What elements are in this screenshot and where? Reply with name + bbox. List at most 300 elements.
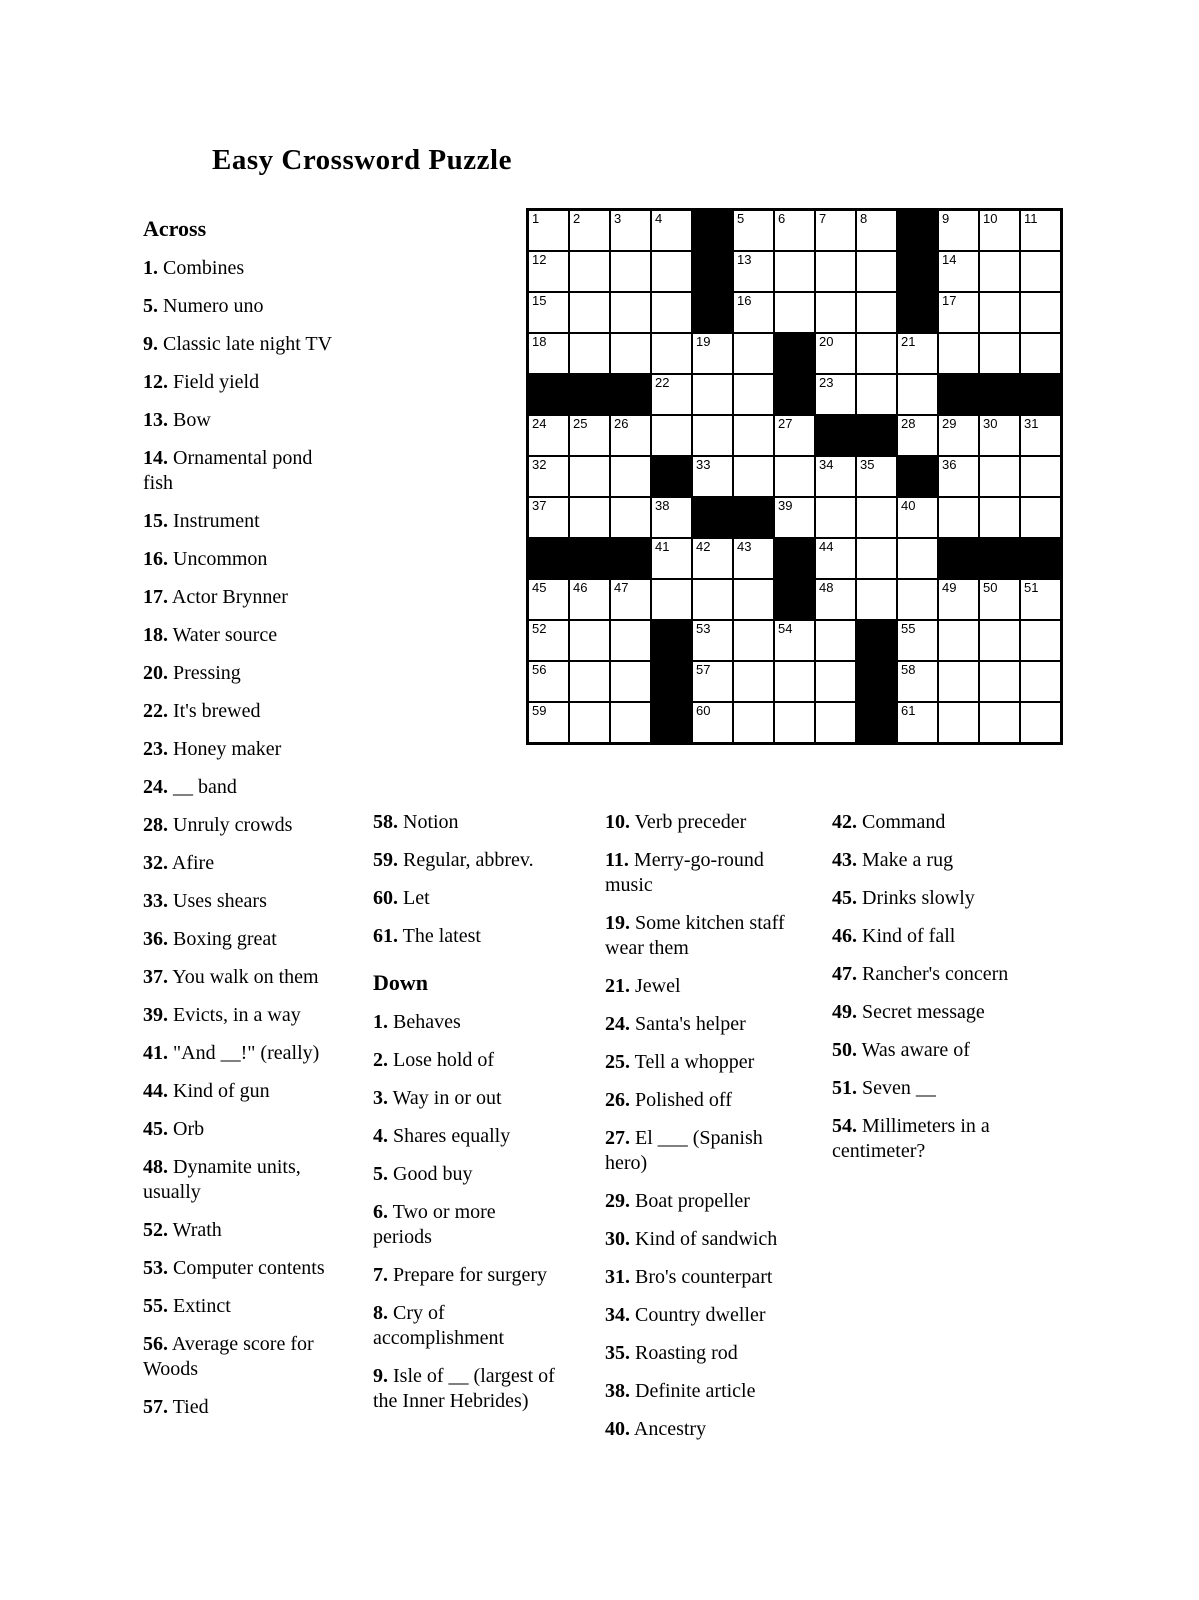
clue-text: "And __!" (really): [168, 1042, 320, 1064]
grid-cell-r6c6[interactable]: [734, 416, 773, 455]
cell-number: 37: [532, 498, 547, 513]
grid-cell-r8c12[interactable]: [980, 498, 1019, 537]
grid-cell-r4c6[interactable]: [734, 334, 773, 373]
cell-number: 9: [942, 211, 950, 226]
grid-cell-r8c1[interactable]: [529, 498, 568, 537]
grid-block-r11c4: [652, 621, 691, 660]
grid-cell-r11c6[interactable]: [734, 621, 773, 660]
grid-cell-r11c8[interactable]: [816, 621, 855, 660]
cell-number: 25: [573, 416, 588, 431]
clue-number: 54.: [832, 1115, 857, 1137]
grid-cell-r7c12[interactable]: [980, 457, 1019, 496]
clue-item: [143, 1041, 334, 1066]
clue-item: [373, 1301, 557, 1351]
grid-cell-r5c8[interactable]: [816, 375, 855, 414]
grid-cell-r2c1[interactable]: [529, 252, 568, 291]
clue-number: 15.: [143, 510, 168, 532]
clue-text: Polished off: [630, 1089, 732, 1111]
grid-cell-r11c5[interactable]: [693, 621, 732, 660]
clue-item: [373, 1200, 557, 1250]
grid-cell-r4c9[interactable]: [857, 334, 896, 373]
clue-item: [832, 1076, 1038, 1101]
grid-cell-r11c13[interactable]: [1021, 621, 1060, 660]
clue-number: 58.: [373, 811, 398, 833]
clue-number: 17.: [143, 586, 168, 608]
grid-cell-r7c5[interactable]: [693, 457, 732, 496]
clue-item: [605, 1012, 802, 1037]
grid-cell-r2c4[interactable]: [652, 252, 691, 291]
cell-number: 14: [942, 252, 957, 267]
clue-text: Boxing great: [168, 928, 277, 950]
grid-cell-r13c13[interactable]: [1021, 703, 1060, 742]
cell-number: 61: [901, 703, 916, 718]
grid-cell-r12c2[interactable]: [570, 662, 609, 701]
grid-cell-r7c6[interactable]: [734, 457, 773, 496]
grid-cell-r2c7[interactable]: [775, 252, 814, 291]
clue-number: 51.: [832, 1077, 857, 1099]
grid-cell-r12c7[interactable]: [775, 662, 814, 701]
clue-text: Secret message: [857, 1001, 985, 1023]
clue-text: Numero uno: [158, 295, 264, 317]
clue-number: 18.: [143, 624, 168, 646]
clue-item: [605, 1050, 802, 1075]
grid-cell-r6c12[interactable]: [980, 416, 1019, 455]
cell-number: 11: [1024, 211, 1038, 226]
clue-text: Kind of fall: [857, 925, 956, 947]
clue-text: Unruly crowds: [168, 814, 293, 836]
grid-cell-r4c8[interactable]: [816, 334, 855, 373]
cell-number: 57: [696, 662, 711, 677]
clue-text: Average score for Woods: [143, 1333, 314, 1380]
grid-cell-r11c3[interactable]: [611, 621, 650, 660]
clue-text: It's brewed: [168, 700, 261, 722]
grid-cell-r5c5[interactable]: [693, 375, 732, 414]
grid-cell-r3c6[interactable]: [734, 293, 773, 332]
clue-number: 34.: [605, 1304, 630, 1326]
grid-cell-r5c10[interactable]: [898, 375, 937, 414]
grid-cell-r6c5[interactable]: [693, 416, 732, 455]
clue-number: 21.: [605, 975, 630, 997]
clue-item: [143, 446, 334, 496]
grid-cell-r11c7[interactable]: [775, 621, 814, 660]
clue-number: 6.: [373, 1201, 388, 1223]
grid-cell-r7c13[interactable]: [1021, 457, 1060, 496]
cell-number: 28: [901, 416, 916, 431]
cell-number: 23: [819, 375, 834, 390]
grid-cell-r4c13[interactable]: [1021, 334, 1060, 373]
grid-block-r1c5: [693, 211, 732, 250]
grid-cell-r8c13[interactable]: [1021, 498, 1060, 537]
clue-item: [373, 886, 557, 911]
grid-cell-r13c7[interactable]: [775, 703, 814, 742]
grid-cell-r9c9[interactable]: [857, 539, 896, 578]
grid-block-r11c9: [857, 621, 896, 660]
grid-cell-r5c4[interactable]: [652, 375, 691, 414]
grid-cell-r8c10[interactable]: [898, 498, 937, 537]
cell-number: 39: [778, 498, 793, 513]
clue-item: [143, 332, 334, 357]
grid-cell-r1c6[interactable]: [734, 211, 773, 250]
clue-number: 57.: [143, 1396, 168, 1418]
grid-cell-r11c10[interactable]: [898, 621, 937, 660]
clue-item: [605, 1379, 802, 1404]
clue-number: 56.: [143, 1333, 168, 1355]
grid-block-r5c13: [1021, 375, 1060, 414]
cell-number: 56: [532, 662, 547, 677]
clue-number: 19.: [605, 912, 630, 934]
grid-cell-r13c2[interactable]: [570, 703, 609, 742]
cell-number: 42: [696, 539, 711, 554]
clue-item: [832, 1000, 1038, 1025]
clue-item: [605, 1417, 802, 1442]
grid-block-r5c1: [529, 375, 568, 414]
grid-cell-r4c10[interactable]: [898, 334, 937, 373]
clue-item: [832, 1038, 1038, 1063]
clue-number: 33.: [143, 890, 168, 912]
grid-block-r12c9: [857, 662, 896, 701]
grid-cell-r9c10[interactable]: [898, 539, 937, 578]
grid-cell-r13c11[interactable]: [939, 703, 978, 742]
grid-cell-r3c2[interactable]: [570, 293, 609, 332]
clue-number: 5.: [373, 1163, 388, 1185]
clue-text: Let: [398, 887, 430, 909]
grid-block-r4c7: [775, 334, 814, 373]
clue-item: [832, 924, 1038, 949]
grid-cell-r13c3[interactable]: [611, 703, 650, 742]
grid-cell-r4c5[interactable]: [693, 334, 732, 373]
clue-number: 41.: [143, 1042, 168, 1064]
grid-cell-r6c1[interactable]: [529, 416, 568, 455]
clue-item: [373, 1010, 557, 1035]
grid-cell-r3c8[interactable]: [816, 293, 855, 332]
grid-cell-r12c5[interactable]: [693, 662, 732, 701]
grid-cell-r7c7[interactable]: [775, 457, 814, 496]
grid-cell-r8c4[interactable]: [652, 498, 691, 537]
grid-cell-r1c8[interactable]: [816, 211, 855, 250]
clue-item: [143, 699, 334, 724]
clue-text: Evicts, in a way: [168, 1004, 301, 1026]
grid-cell-r3c1[interactable]: [529, 293, 568, 332]
grid-block-r9c1: [529, 539, 568, 578]
grid-cell-r11c11[interactable]: [939, 621, 978, 660]
grid-cell-r7c3[interactable]: [611, 457, 650, 496]
cell-number: 6: [778, 211, 786, 226]
clue-item: [605, 1341, 802, 1366]
clue-number: 24.: [605, 1013, 630, 1035]
grid-cell-r3c12[interactable]: [980, 293, 1019, 332]
clue-item: [143, 737, 334, 762]
cell-number: 30: [983, 416, 998, 431]
grid-cell-r12c1[interactable]: [529, 662, 568, 701]
grid-cell-r3c9[interactable]: [857, 293, 896, 332]
clue-item: [143, 661, 334, 686]
grid-cell-r3c7[interactable]: [775, 293, 814, 332]
clue-number: 2.: [373, 1049, 388, 1071]
cell-number: 34: [819, 457, 834, 472]
grid-cell-r12c6[interactable]: [734, 662, 773, 701]
clue-item: [605, 911, 802, 961]
grid-cell-r1c11[interactable]: [939, 211, 978, 250]
cell-number: 58: [901, 662, 916, 677]
grid-cell-r8c3[interactable]: [611, 498, 650, 537]
grid-cell-r2c12[interactable]: [980, 252, 1019, 291]
grid-cell-r8c8[interactable]: [816, 498, 855, 537]
grid-cell-r3c11[interactable]: [939, 293, 978, 332]
grid-cell-r11c2[interactable]: [570, 621, 609, 660]
section-heading-down: Down: [373, 970, 429, 995]
grid-block-r7c10: [898, 457, 937, 496]
clue-number: 40.: [605, 1418, 630, 1440]
clue-text: Santa's helper: [630, 1013, 746, 1035]
grid-cell-r4c4[interactable]: [652, 334, 691, 373]
clue-text: Ancestry: [630, 1418, 707, 1440]
grid-cell-r9c6[interactable]: [734, 539, 773, 578]
grid-cell-r2c2[interactable]: [570, 252, 609, 291]
clue-text: Good buy: [388, 1163, 473, 1185]
grid-cell-r5c6[interactable]: [734, 375, 773, 414]
cell-number: 5: [737, 211, 745, 226]
cell-number: 4: [655, 211, 663, 226]
clue-text: Drinks slowly: [857, 887, 975, 909]
clue-item: [373, 924, 557, 949]
clue-text: You walk on them: [168, 966, 319, 988]
grid-block-r8c5: [693, 498, 732, 537]
clue-number: 31.: [605, 1266, 630, 1288]
grid-cell-r8c11[interactable]: [939, 498, 978, 537]
clue-item: [143, 965, 334, 990]
clue-number: 52.: [143, 1219, 168, 1241]
clue-number: 12.: [143, 371, 168, 393]
grid-cell-r12c13[interactable]: [1021, 662, 1060, 701]
grid-cell-r11c12[interactable]: [980, 621, 1019, 660]
cell-number: 59: [532, 703, 547, 718]
clue-item: [373, 1048, 557, 1073]
clue-number: 13.: [143, 409, 168, 431]
grid-cell-r7c11[interactable]: [939, 457, 978, 496]
grid-cell-r12c3[interactable]: [611, 662, 650, 701]
grid-cell-r12c11[interactable]: [939, 662, 978, 701]
grid-cell-r2c3[interactable]: [611, 252, 650, 291]
grid-cell-r11c1[interactable]: [529, 621, 568, 660]
grid-cell-r6c3[interactable]: [611, 416, 650, 455]
grid-cell-r1c3[interactable]: [611, 211, 650, 250]
grid-cell-r2c8[interactable]: [816, 252, 855, 291]
grid-cell-r13c6[interactable]: [734, 703, 773, 742]
clue-text: Roasting rod: [630, 1342, 738, 1364]
clue-number: 9.: [143, 333, 158, 355]
clue-text: Tied: [168, 1396, 209, 1418]
grid-cell-r10c1[interactable]: [529, 580, 568, 619]
clue-number: 61.: [373, 925, 398, 947]
grid-cell-r9c5[interactable]: [693, 539, 732, 578]
cell-number: 22: [655, 375, 670, 390]
cell-number: 7: [819, 211, 827, 226]
grid-cell-r13c8[interactable]: [816, 703, 855, 742]
grid-cell-r6c7[interactable]: [775, 416, 814, 455]
clue-number: 25.: [605, 1051, 630, 1073]
grid-cell-r5c9[interactable]: [857, 375, 896, 414]
clue-column-4: [832, 810, 1038, 1177]
grid-cell-r9c8[interactable]: [816, 539, 855, 578]
clue-text: Classic late night TV: [158, 333, 333, 355]
grid-block-r5c12: [980, 375, 1019, 414]
clue-text: Ornamental pond fish: [143, 447, 313, 494]
grid-block-r5c7: [775, 375, 814, 414]
grid-cell-r1c12[interactable]: [980, 211, 1019, 250]
cell-number: 19: [696, 334, 711, 349]
grid-cell-r6c10[interactable]: [898, 416, 937, 455]
grid-cell-r1c13[interactable]: [1021, 211, 1060, 250]
clue-text: Combines: [158, 257, 245, 279]
clue-text: Uncommon: [168, 548, 268, 570]
clue-number: 37.: [143, 966, 168, 988]
grid-cell-r12c10[interactable]: [898, 662, 937, 701]
grid-cell-r1c1[interactable]: [529, 211, 568, 250]
clue-item: [832, 848, 1038, 873]
grid-cell-r4c1[interactable]: [529, 334, 568, 373]
grid-cell-r4c2[interactable]: [570, 334, 609, 373]
grid-block-r9c13: [1021, 539, 1060, 578]
clue-item: [143, 889, 334, 914]
grid-cell-r12c12[interactable]: [980, 662, 1019, 701]
clue-number: 46.: [832, 925, 857, 947]
clue-text: Make a rug: [857, 849, 954, 871]
clue-text: Instrument: [168, 510, 260, 532]
grid-block-r13c4: [652, 703, 691, 742]
clue-number: 9.: [373, 1365, 388, 1387]
grid-cell-r13c5[interactable]: [693, 703, 732, 742]
grid-cell-r8c7[interactable]: [775, 498, 814, 537]
clue-text: Shares equally: [388, 1125, 511, 1147]
grid-cell-r7c8[interactable]: [816, 457, 855, 496]
grid-cell-r7c2[interactable]: [570, 457, 609, 496]
clue-text: Wrath: [168, 1219, 222, 1241]
clue-text: Rancher's concern: [857, 963, 1009, 985]
grid-cell-r10c10[interactable]: [898, 580, 937, 619]
clue-number: 43.: [832, 849, 857, 871]
grid-block-r3c10: [898, 293, 937, 332]
grid-cell-r10c3[interactable]: [611, 580, 650, 619]
clue-item: [143, 927, 334, 952]
clue-item: [605, 848, 802, 898]
grid-cell-r13c1[interactable]: [529, 703, 568, 742]
grid-cell-r6c13[interactable]: [1021, 416, 1060, 455]
clue-item: [143, 585, 334, 610]
cell-number: 21: [901, 334, 916, 349]
grid-block-r13c9: [857, 703, 896, 742]
clue-item: [143, 1218, 334, 1243]
clue-text: __ band: [168, 776, 237, 798]
grid-block-r2c5: [693, 252, 732, 291]
grid-cell-r2c13[interactable]: [1021, 252, 1060, 291]
clue-item: [143, 370, 334, 395]
grid-cell-r6c2[interactable]: [570, 416, 609, 455]
clue-text: Seven __: [857, 1077, 936, 1099]
grid-cell-r2c11[interactable]: [939, 252, 978, 291]
clue-number: 11.: [605, 849, 629, 871]
grid-cell-r10c4[interactable]: [652, 580, 691, 619]
clue-number: 3.: [373, 1087, 388, 1109]
clue-item: [832, 810, 1038, 835]
grid-cell-r12c8[interactable]: [816, 662, 855, 701]
grid-cell-r1c2[interactable]: [570, 211, 609, 250]
grid-cell-r10c5[interactable]: [693, 580, 732, 619]
grid-cell-r4c11[interactable]: [939, 334, 978, 373]
grid-cell-r13c10[interactable]: [898, 703, 937, 742]
clue-item: [143, 623, 334, 648]
clue-number: 59.: [373, 849, 398, 871]
grid-cell-r6c4[interactable]: [652, 416, 691, 455]
grid-cell-r6c11[interactable]: [939, 416, 978, 455]
clue-text: Country dweller: [630, 1304, 766, 1326]
grid-cell-r10c2[interactable]: [570, 580, 609, 619]
clue-text: Afire: [168, 852, 215, 874]
clue-item: [143, 408, 334, 433]
cell-number: 60: [696, 703, 711, 718]
cell-number: 15: [532, 293, 547, 308]
cell-number: 32: [532, 457, 547, 472]
grid-cell-r7c1[interactable]: [529, 457, 568, 496]
clue-text: El ___ (Spanish hero): [605, 1127, 763, 1174]
grid-cell-r2c9[interactable]: [857, 252, 896, 291]
grid-cell-r10c13[interactable]: [1021, 580, 1060, 619]
clue-number: 38.: [605, 1380, 630, 1402]
cell-number: 2: [573, 211, 581, 226]
clue-text: Was aware of: [857, 1039, 970, 1061]
grid-cell-r10c8[interactable]: [816, 580, 855, 619]
clue-number: 47.: [832, 963, 857, 985]
clue-text: Extinct: [168, 1295, 231, 1317]
grid-cell-r4c12[interactable]: [980, 334, 1019, 373]
clue-column-1: [143, 214, 334, 1433]
grid-cell-r1c9[interactable]: [857, 211, 896, 250]
clue-number: 60.: [373, 887, 398, 909]
grid-cell-r13c12[interactable]: [980, 703, 1019, 742]
clue-item: [373, 1364, 557, 1414]
clue-text: Verb preceder: [630, 811, 747, 833]
grid-cell-r8c2[interactable]: [570, 498, 609, 537]
clue-item: [832, 1114, 1038, 1164]
grid-cell-r10c6[interactable]: [734, 580, 773, 619]
clue-number: 32.: [143, 852, 168, 874]
grid-cell-r10c11[interactable]: [939, 580, 978, 619]
grid-cell-r8c9[interactable]: [857, 498, 896, 537]
grid-cell-r7c9[interactable]: [857, 457, 896, 496]
clue-number: 30.: [605, 1228, 630, 1250]
clue-text: Lose hold of: [388, 1049, 495, 1071]
grid-cell-r10c12[interactable]: [980, 580, 1019, 619]
cell-number: 52: [532, 621, 547, 636]
grid-cell-r9c4[interactable]: [652, 539, 691, 578]
grid-cell-r10c9[interactable]: [857, 580, 896, 619]
cell-number: 1: [532, 211, 540, 226]
clue-item: [373, 1086, 557, 1111]
clue-number: 8.: [373, 1302, 388, 1324]
grid-cell-r2c6[interactable]: [734, 252, 773, 291]
clue-item: [143, 294, 334, 319]
grid-cell-r3c3[interactable]: [611, 293, 650, 332]
clue-number: 35.: [605, 1342, 630, 1364]
clue-text: Pressing: [168, 662, 241, 684]
cell-number: 55: [901, 621, 916, 636]
clue-number: 39.: [143, 1004, 168, 1026]
grid-cell-r1c7[interactable]: [775, 211, 814, 250]
grid-cell-r3c4[interactable]: [652, 293, 691, 332]
clue-item: [373, 1263, 557, 1288]
grid-cell-r3c13[interactable]: [1021, 293, 1060, 332]
grid-cell-r1c4[interactable]: [652, 211, 691, 250]
grid-cell-r4c3[interactable]: [611, 334, 650, 373]
